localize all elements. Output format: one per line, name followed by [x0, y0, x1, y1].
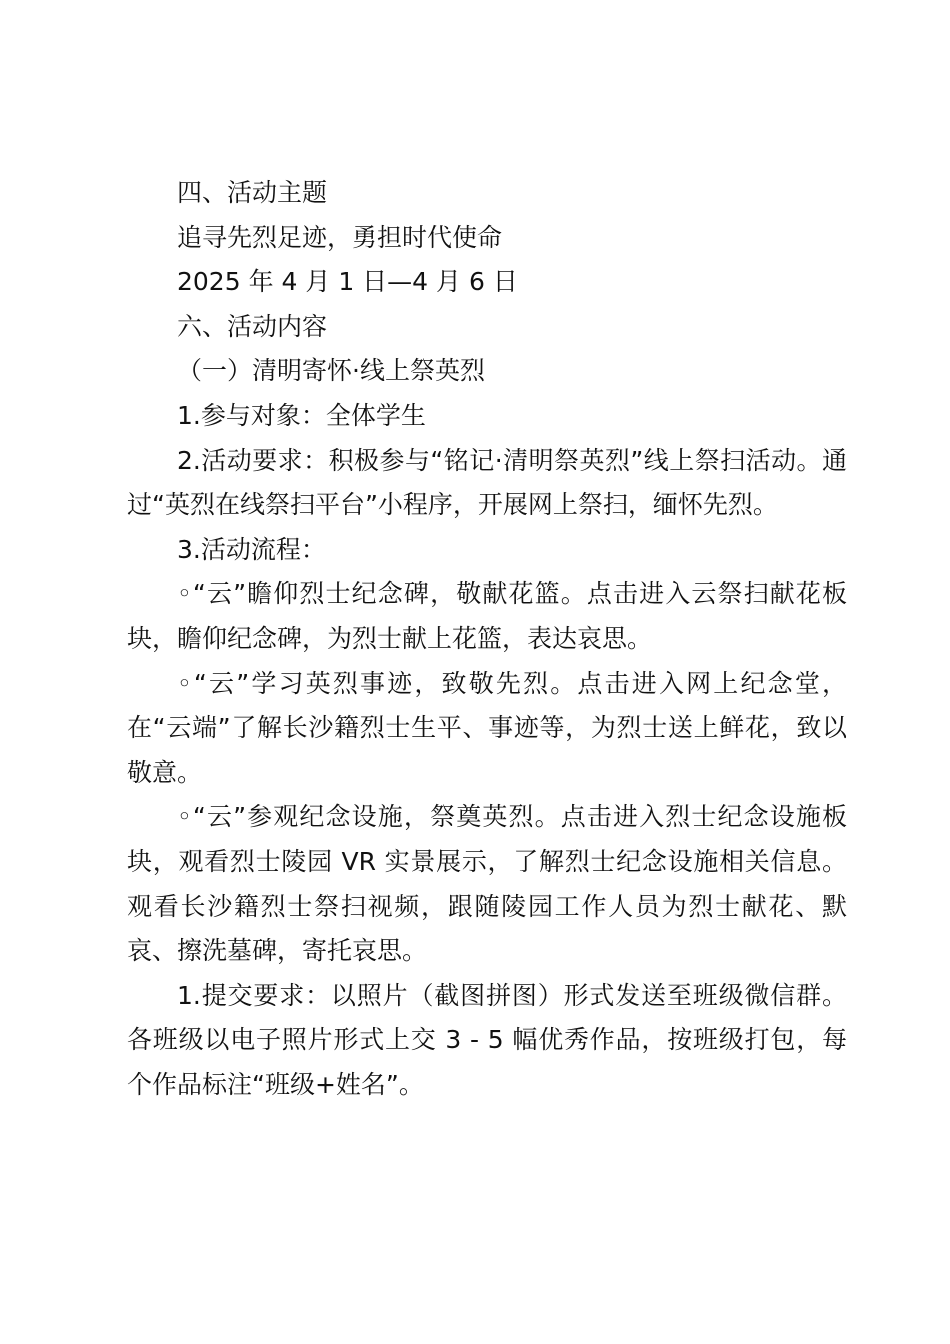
participants-item: 1.参与对象：全体学生: [177, 400, 426, 430]
requirements-item: 2.活动要求：积极参与“铭记·清明祭英烈”线上祭扫活动。通过“英烈在线祭扫平台”小程序，开展网上祭扫，缅怀先烈。: [127, 445, 847, 520]
process-step-memorial-hall: ◦“云”学习英烈事迹，致敬先烈。点击进入网上纪念堂，在“云端”了解长沙籍烈士生平、事迹等，为烈士送上鲜花，致以敬意。: [127, 668, 847, 787]
activity-date-range: 2025 年 4 月 1 日—4 月 6 日: [177, 267, 518, 297]
process-heading: 3.活动流程：: [177, 534, 326, 564]
activity-theme-text: 追寻先烈足迹，勇担时代使命: [177, 222, 503, 252]
document-body: [127, 171, 847, 1107]
submission-requirements: 1.提交要求：以照片（截图拼图）形式发送至班级微信群。各班级以电子照片形式上交 3 - 5 幅优秀作品，按班级打包，每个作品标注“班级+姓名”。: [127, 980, 847, 1099]
process-step-facilities: ◦“云”参观纪念设施，祭奠英烈。点击进入烈士纪念设施板块，观看烈士陵园 VR 实景展示，了解烈士纪念设施相关信息。观看长沙籍烈士祭扫视频，跟随陵园工作人员为烈士献花、默哀、擦洗墓碑，寄托哀思。: [127, 802, 847, 966]
subheading-online-memorial: （一）清明寄怀·线上祭英烈: [177, 356, 485, 386]
process-step-monument: ◦“云”瞻仰烈士纪念碑，敬献花篮。点击进入云祭扫献花板块，瞻仰纪念碑，为烈士献上花篮，表达哀思。: [127, 579, 847, 653]
heading-activity-theme: 四、活动主题: [177, 178, 328, 207]
heading-activity-content: 六、活动内容: [177, 311, 328, 341]
